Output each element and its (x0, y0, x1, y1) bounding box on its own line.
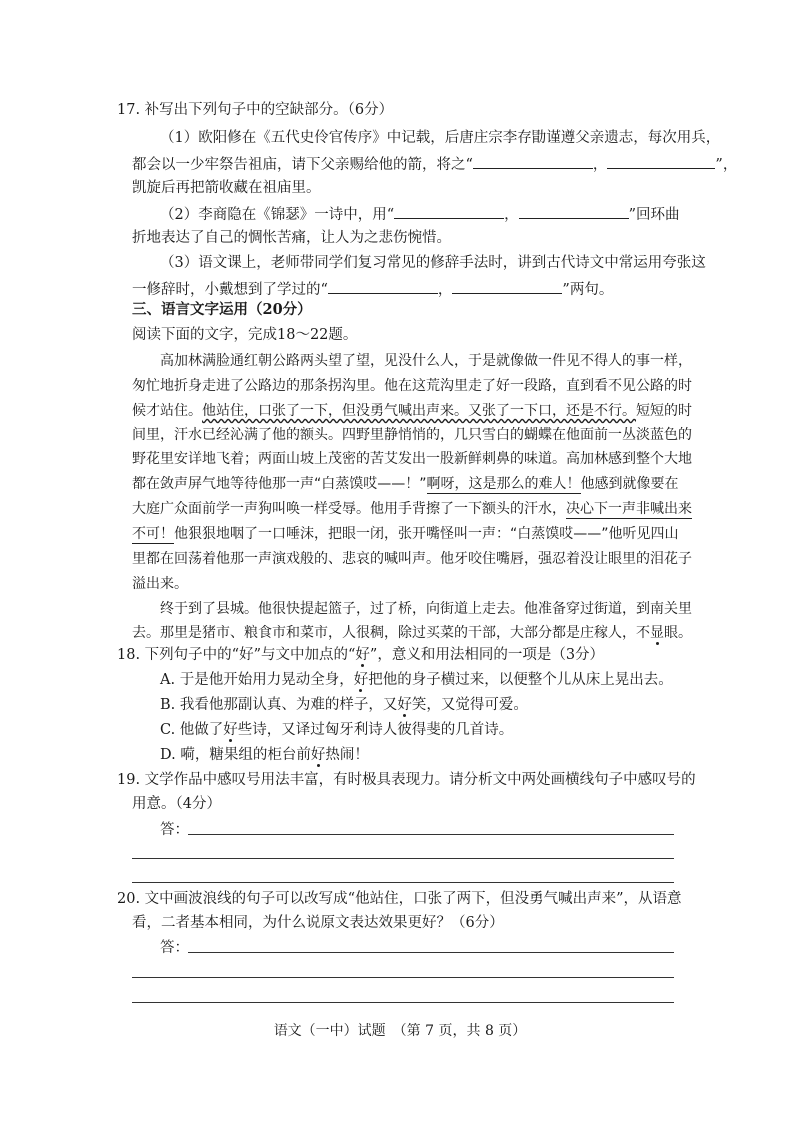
q17-p1-line1: （1）欧阳修在《五代史伶官传序》中记载，后唐庄宗李存勖谨遵父亲遗志，每次用兵， (160, 130, 721, 146)
q18-option-a-text-2: 把他的身子横过来，以便整个儿从床上晃出去。 (368, 672, 673, 688)
q18-option-c-text-1: C. 他做了 (160, 722, 224, 738)
q20-answer-line-1[interactable] (188, 952, 674, 953)
q17-blank-4[interactable] (519, 203, 629, 219)
q17-p2-text-a: （2）李商隐在《锦瑟》一诗中，用“ (160, 207, 395, 223)
page-footer: 语文（一中）试题 （第 7 页，共 8 页） (273, 1023, 527, 1039)
q20-answer-line-2[interactable] (132, 977, 674, 978)
passage-line-4: 间里，汗水已经沁满了他的额头。四野里静悄悄的，几只雪白的蝴蝶在他面前一丛淡蓝色的 (132, 427, 692, 443)
q17-p3-line1: （3）语文课上，老师带同学们复习常见的修辞手法时，讲到古代诗文中常运用夸张这 (160, 255, 706, 271)
q19-answer-label: 答： (160, 822, 189, 838)
q18-option-a-text-1: A. 于是他开始用力晃动全身， (160, 672, 354, 688)
q17-p1-text-c: ”， (715, 157, 738, 173)
q17-p3-line2 (132, 278, 677, 300)
q17-p1-text-b: ， (592, 157, 608, 173)
q17-p3-text-b: ， (437, 282, 453, 298)
dotted-char-xian: 显 (650, 625, 664, 641)
q20-line-2: 看，二者基本相同，为什么说原文表达效果更好？（6分） (132, 915, 504, 931)
q18-option-c-text-2: 些诗，又译过匈牙利诗人彼得斐的几首诗。 (237, 722, 514, 738)
passage-line-2: 匆忙地折身走进了公路边的那条拐沟里。他在这荒沟里走了好一段路，直到看不见公路的时 (132, 378, 692, 394)
wavy-underlined-sentence: 他站住，口张了一下，但没勇气喊出声来。又张了一下口，还是不行。 (202, 403, 636, 419)
q20-answer-label: 答： (160, 940, 189, 956)
q20-answer-line-3[interactable] (132, 1002, 674, 1003)
q18-option-c-hao: 好 (223, 722, 238, 738)
passage-line-6 (132, 474, 677, 494)
q18-option-d-hao: 好 (310, 747, 326, 763)
passage-text-6a: 都在敛声屏气地等待他那一声“白蒸馍哎——！” (132, 476, 427, 492)
passage-line-8 (132, 524, 677, 544)
passage-text-3c: 短短的时 (636, 403, 692, 419)
passage-text-12a: 去。那里是猪市、粮食市和菜市，人很稠，除过买菜的干部，大部分都是庄稼人，不 (132, 625, 650, 641)
q17-title: 17. 补写出下列句子中的空缺部分。（6分） (117, 102, 394, 118)
q17-p2-text-b: ， (504, 207, 519, 223)
q17-p3-text-c: ”两句。 (562, 282, 614, 298)
q17-blank-6[interactable] (452, 278, 562, 294)
passage-line-9: 里都在回荡着他那一声演戏般的、悲哀的喊叫声。他牙咬住嘴唇，强忍着没让眼里的泪花子 (132, 551, 692, 567)
q17-blank-2[interactable] (607, 153, 715, 169)
passage-line-1: 高加林满脸通红朝公路两头望了望，见没什么人，于是就像做一件见不得人的事一样， (160, 353, 692, 369)
q19-line-2: 用意。（4分） (132, 796, 221, 812)
passage-text-3a: 候才站住。 (132, 403, 202, 419)
q18-option-b-hao: 好 (397, 697, 412, 713)
passage-text-12b: 眼 (664, 625, 678, 641)
passage-text-12c: 。 (678, 625, 692, 641)
q18-dotted-hao: 好 (355, 647, 370, 663)
passage-text-8b: 他狠狠地咽了一口唾沫，把眼一闭，张开嘴怪叫一声：“白蒸馍哎——”他听见四山 (174, 526, 679, 542)
q18-option-d[interactable] (160, 745, 705, 765)
q17-blank-5[interactable] (328, 278, 438, 294)
q18-option-b[interactable] (160, 695, 705, 715)
q18-option-a[interactable] (160, 670, 705, 690)
q20-line-1: 20. 文中画波浪线的句子可以改写成“他站住，口张了两下，但没勇气喊出声来”，从语意 (117, 891, 682, 907)
passage-text-6c: 他感到就像要在 (580, 476, 679, 492)
q19-line-1: 19. 文学作品中感叹号用法丰富，有时极具表现力。请分析文中两处画横线句子中感叹号的 (117, 772, 696, 788)
q18-option-d-text-2: 热闹！ (325, 747, 369, 763)
q18-option-a-hao: 好 (353, 672, 369, 688)
passage-line-11: 终于到了县城。他很快提起篮子，过了桥，向街道上走去。他准备穿过街道，到南关里 (160, 601, 692, 617)
q19-answer-line-1[interactable] (188, 834, 674, 835)
q19-answer-line-3[interactable] (132, 882, 674, 883)
section3-title: 三、语言文字运用（20分） (132, 301, 312, 318)
passage-text-7a: 大庭广众面前学一声狗叫唤一样受辱。他用手背擦了一下额头的汗水， (132, 501, 566, 517)
section3-intro: 阅读下面的文字，完成18～22题。 (132, 327, 358, 343)
passage-line-12 (132, 623, 692, 643)
q17-p2-text-c: ”回环曲 (628, 207, 680, 223)
q19-answer-line-2[interactable] (132, 858, 674, 859)
passage-line-7 (132, 499, 692, 519)
q17-p2-line2: 折地表达了自己的惆怅苦痛，让人为之悲伤惋惜。 (132, 230, 451, 246)
passage-line-5: 野花里安详地飞着；两面山坡上茂密的苦艾发出一股新鲜刺鼻的味道。高加林感到整个大地 (132, 451, 692, 467)
passage-line-3 (132, 401, 692, 421)
q17-p1-text-a: 都会以一少牢祭告祖庙，请下父亲赐给他的箭，将之“ (132, 157, 473, 173)
passage-line-10: 溢出来。 (132, 576, 188, 592)
q17-blank-1[interactable] (473, 153, 593, 169)
q17-p1-line2 (132, 153, 738, 175)
q18-option-b-text-1: B. 我看他那副认真、为难的样子，又 (160, 697, 398, 713)
q17-p1-line3: 凯旋后再把箭收藏在祖庙里。 (132, 180, 321, 196)
q18-option-d-text-1: D. 嗬，糖果组的柜台前 (160, 747, 311, 763)
underlined-sentence-2a: 决心下一声非喊出来 (566, 501, 692, 517)
q18-option-c[interactable] (160, 720, 705, 740)
q17-blank-3[interactable] (394, 203, 504, 219)
q18-title-a: 18. 下列句子中的“好”与文中加点的“ (117, 647, 356, 663)
q18-title-c: ”，意义和用法相同的一项是（3分） (369, 647, 605, 663)
underlined-sentence-2b: 不可！ (132, 526, 174, 542)
q18-title (117, 645, 677, 665)
q18-option-b-text-2: 笑，又觉得可爱。 (411, 697, 528, 713)
underlined-sentence-1: 啊呀，这是那么的难人！ (426, 476, 581, 492)
q17-p2-line1 (160, 203, 680, 225)
q17-p3-text-a: 一修辞时，小戴想到了学过的“ (132, 282, 328, 298)
